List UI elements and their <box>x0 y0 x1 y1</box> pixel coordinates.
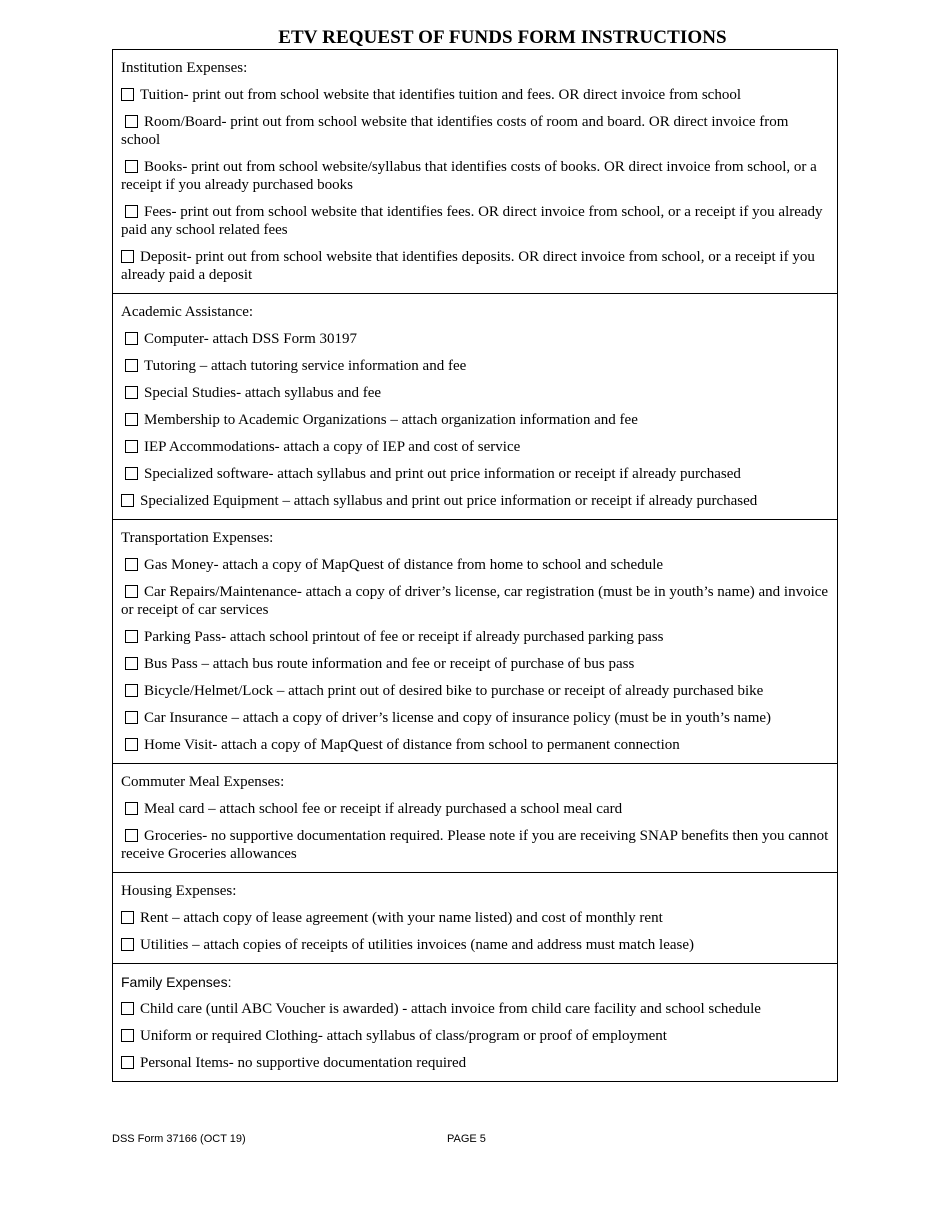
checkbox-car-insurance[interactable] <box>125 711 138 724</box>
checkbox-fees[interactable] <box>125 205 138 218</box>
checklist-item-bicycle: Bicycle/Helmet/Lock – attach print out of desired bike to purchase or receipt of already purchased bike <box>121 682 829 700</box>
checklist-item-car-insurance: Car Insurance – attach a copy of driver’s license and copy of insurance policy (must be in youth’s name) <box>121 709 829 727</box>
checkbox-gas-money[interactable] <box>125 558 138 571</box>
checkbox-car-repairs[interactable] <box>125 585 138 598</box>
checklist-item-computer: Computer- attach DSS Form 30197 <box>121 330 829 348</box>
section-heading: Commuter Meal Expenses: <box>121 774 285 790</box>
instructions-form <box>112 49 838 1082</box>
section-heading: Transportation Expenses: <box>121 530 274 546</box>
checklist-item-deposit: Deposit- print out from school website that identifies deposits. OR direct invoice from school, or a receipt if you already paid a deposit <box>121 249 815 283</box>
checkbox-personal-items[interactable] <box>121 1056 134 1069</box>
section-heading: Academic Assistance: <box>121 304 254 320</box>
section-family-expenses <box>113 963 837 1081</box>
section-academic-assistance <box>113 293 837 519</box>
checkbox-books[interactable] <box>125 160 138 173</box>
footer-page-number: PAGE 5 <box>447 1133 486 1145</box>
checklist-item-special-studies: Special Studies- attach syllabus and fee <box>121 384 829 402</box>
checklist-item-groceries: Groceries- no supportive documentation required. Please note if you are receiving SNAP benefits then you cannot receive Groceries allowances <box>121 828 829 862</box>
section-heading: Institution Expenses: <box>121 60 248 76</box>
checkbox-bus-pass[interactable] <box>125 657 138 670</box>
section-heading: Family Expenses: <box>121 974 232 990</box>
checkbox-tutoring[interactable] <box>125 359 138 372</box>
checkbox-tuition[interactable] <box>121 88 134 101</box>
checklist-item-tuition: Tuition- print out from school website that identifies tuition and fees. OR direct invoice from school <box>121 86 829 104</box>
checklist-item-home-visit: Home Visit- attach a copy of MapQuest of distance from school to permanent connection <box>121 736 829 754</box>
checklist-item-parking-pass: Parking Pass- attach school printout of fee or receipt if already purchased parking pass <box>121 628 829 646</box>
checklist-item-rent: Rent – attach copy of lease agreement (with your name listed) and cost of monthly rent <box>121 909 829 927</box>
checklist-item-software: Specialized software- attach syllabus and print out price information or receipt if already purchased <box>121 465 829 483</box>
checkbox-equipment[interactable] <box>121 494 134 507</box>
checkbox-utilities[interactable] <box>121 938 134 951</box>
checkbox-software[interactable] <box>125 467 138 480</box>
checklist-item-membership: Membership to Academic Organizations – attach organization information and fee <box>121 411 829 429</box>
checklist-item-meal-card: Meal card – attach school fee or receipt if already purchased a school meal card <box>121 800 829 818</box>
page-title: ETV REQUEST OF FUNDS FORM INSTRUCTIONS <box>278 27 727 48</box>
checklist-item-child-care: Child care (until ABC Voucher is awarded) - attach invoice from child care facility and school schedule <box>121 1000 829 1018</box>
checklist-item-books: Books- print out from school website/syllabus that identifies costs of books. OR direct invoice from school, or a receipt if you already purchased books <box>121 159 817 193</box>
checkbox-deposit[interactable] <box>121 250 134 263</box>
checkbox-computer[interactable] <box>125 332 138 345</box>
checklist-item-fees: Fees- print out from school website that identifies fees. OR direct invoice from school, or a receipt if you already paid any school related fees <box>121 204 823 238</box>
checkbox-parking-pass[interactable] <box>125 630 138 643</box>
checklist-item-tutoring: Tutoring – attach tutoring service information and fee <box>121 357 829 375</box>
section-institution-expenses <box>113 50 837 293</box>
checkbox-special-studies[interactable] <box>125 386 138 399</box>
checkbox-child-care[interactable] <box>121 1002 134 1015</box>
checklist-item-gas-money: Gas Money- attach a copy of MapQuest of distance from home to school and schedule <box>121 556 829 574</box>
checkbox-room-board[interactable] <box>125 115 138 128</box>
section-heading: Housing Expenses: <box>121 883 237 899</box>
section-transportation-expenses <box>113 519 837 763</box>
checkbox-meal-card[interactable] <box>125 802 138 815</box>
section-commuter-meal-expenses <box>113 763 837 872</box>
checkbox-uniform[interactable] <box>121 1029 134 1042</box>
checkbox-rent[interactable] <box>121 911 134 924</box>
checklist-item-uniform: Uniform or required Clothing- attach syllabus of class/program or proof of employment <box>121 1027 829 1045</box>
checklist-item-car-repairs: Car Repairs/Maintenance- attach a copy of driver’s license, car registration (must be in youth’s name) and invoice or receipt of car services <box>121 584 829 618</box>
footer-form-id: DSS Form 37166 (OCT 19) <box>112 1133 246 1145</box>
checklist-item-room-board: Room/Board- print out from school website that identifies costs of room and board. OR direct invoice from school <box>121 114 789 148</box>
checkbox-bicycle[interactable] <box>125 684 138 697</box>
checklist-item-iep: IEP Accommodations- attach a copy of IEP and cost of service <box>121 438 829 456</box>
section-housing-expenses <box>113 872 837 963</box>
checklist-item-bus-pass: Bus Pass – attach bus route information and fee or receipt of purchase of bus pass <box>121 655 829 673</box>
checklist-item-personal-items: Personal Items- no supportive documentation required <box>121 1054 829 1072</box>
checkbox-groceries[interactable] <box>125 829 138 842</box>
checklist-item-equipment: Specialized Equipment – attach syllabus and print out price information or receipt if already purchased <box>121 492 829 510</box>
checkbox-membership[interactable] <box>125 413 138 426</box>
checklist-item-utilities: Utilities – attach copies of receipts of utilities invoices (name and address must match lease) <box>121 936 829 954</box>
checkbox-iep[interactable] <box>125 440 138 453</box>
checkbox-home-visit[interactable] <box>125 738 138 751</box>
